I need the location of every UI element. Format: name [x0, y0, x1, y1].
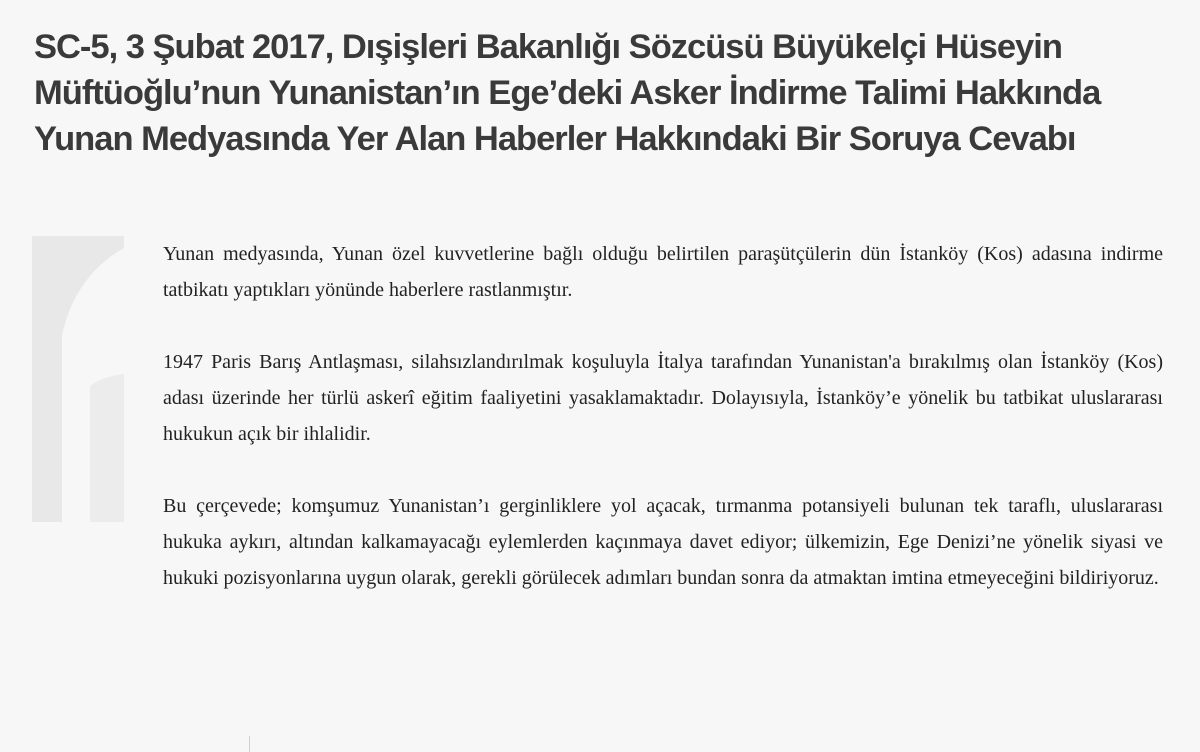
- article-paragraph: Bu çerçevede; komşumuz Yunanistan’ı gerginliklere yol açacak, tırmanma potansiyeli bulunan tek taraflı, uluslararası hukuka aykırı, altından kalkamayacağı eylemlerden kaçınmaya davet ediyor; ülkemizin, Ege Denizi’ne yönelik siyasi ve hukuki pozisyonlarına uygun olarak, gerekli görülecek adımları bundan sonra da atmaktan imtina etmeyeceğini bildiriyoruz.: [163, 495, 1163, 589]
- article-body: [163, 236, 1163, 632]
- footer-divider: [249, 736, 250, 752]
- ministry-logo-watermark-icon: [32, 236, 124, 522]
- article-paragraph: 1947 Paris Barış Antlaşması, silahsızlandırılmak koşuluyla İtalya tarafından Yunanistan'a bırakılmış olan İstanköy (Kos) adası üzerinde her türlü askerî eğitim faaliyetini yasaklamaktadır. Dolayısıyla, İstanköy’e yönelik bu tatbikat uluslararası hukukun açık bir ihlalidir.: [163, 351, 1163, 445]
- article-paragraph: Yunan medyasında, Yunan özel kuvvetlerine bağlı olduğu belirtilen paraşütçülerin dün İstanköy (Kos) adasına indirme tatbikatı yaptıkları yönünde haberlere rastlanmıştır.: [163, 243, 1163, 301]
- page-title: SC-5, 3 Şubat 2017, Dışişleri Bakanlığı Sözcüsü Büyükelçi Hüseyin Müftüoğlu’nun Yunanistan’ın Ege’deki Asker İndirme Talimi Hakkında Yunan Medyasında Yer Alan Haberler Hakkındaki Bir Soruya Cevabı: [34, 28, 1101, 158]
